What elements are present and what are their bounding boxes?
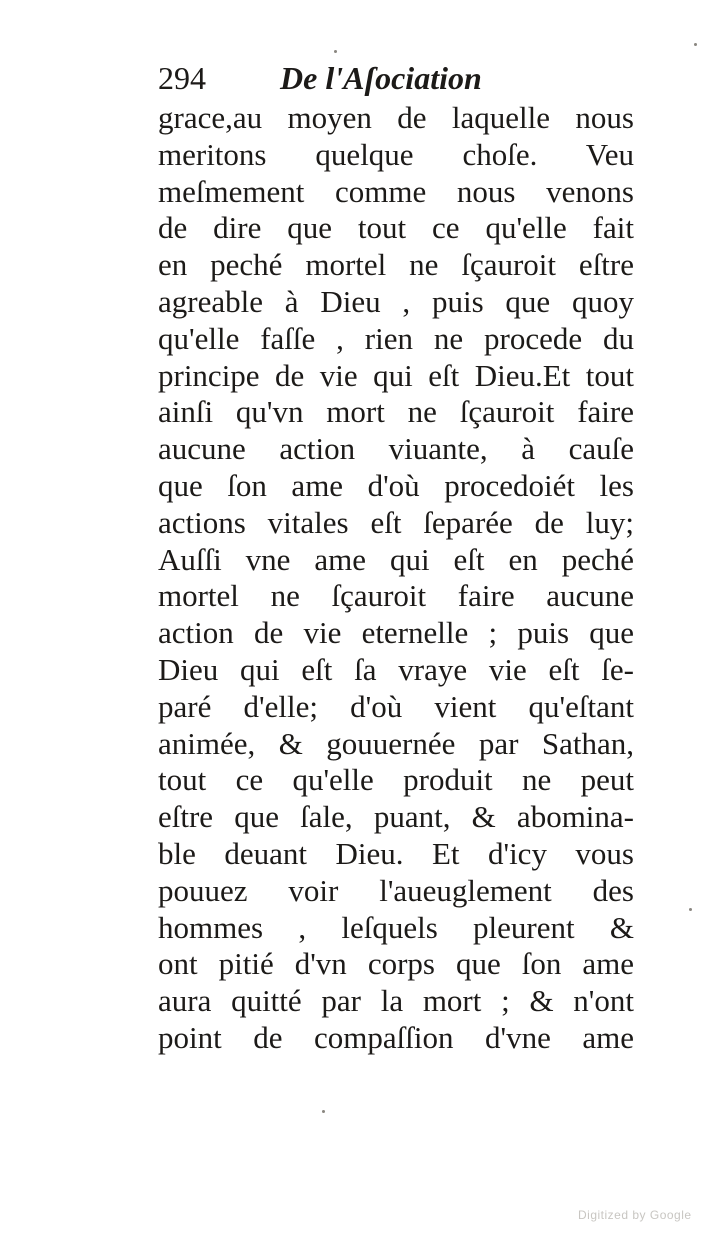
text-line: eſtre que ſale, puant, & abomina- [158, 799, 634, 835]
text-line: tout ce qu'elle produit ne peut [158, 762, 634, 798]
text-line: ble deuant Dieu. Et d'icy vous [158, 835, 634, 871]
scan-speck [694, 43, 697, 46]
text-line: actions vitales eſt ſeparée de luy; [158, 504, 634, 540]
text-line: qu'elle faſſe , rien ne procede du [158, 320, 634, 356]
text-line: principe de vie qui eſt Dieu.Et tout [158, 357, 634, 393]
text-line: agreable à Dieu , puis que quoy [158, 283, 634, 319]
page-header [158, 56, 638, 100]
text-line: grace,au moyen de laquelle nous [158, 100, 634, 135]
text-line: aura quitté par la mort ; & n'ont [158, 983, 634, 1019]
text-line: action de vie eternelle ; puis que [158, 615, 634, 651]
page-number: 294 [158, 60, 206, 96]
digitization-watermark: Digitized by Google [578, 1208, 692, 1222]
text-line: ainſi qu'vn mort ne ſçauroit faire [158, 394, 634, 430]
scan-speck [689, 908, 692, 911]
text-line: en peché mortel ne ſçauroit eſtre [158, 247, 634, 283]
text-line: meritons quelque choſe. Veu [158, 136, 634, 172]
text-line: de dire que tout ce qu'elle fait [158, 210, 634, 246]
scan-speck [322, 1110, 325, 1113]
text-line: hommes , leſquels pleurent & [158, 909, 634, 945]
text-line: meſmement comme nous venons [158, 173, 634, 209]
text-line: mortel ne ſçauroit faire aucune [158, 578, 634, 614]
text-line: aucune action viuante, à cauſe [158, 431, 634, 467]
text-line: animée, & gouuernée par Sathan, [158, 725, 634, 761]
running-title: De l'Aſociation [280, 60, 482, 96]
text-line: pouuez voir l'aueuglement des [158, 872, 634, 908]
body-text [158, 100, 634, 1057]
text-line: paré d'elle; d'où vient qu'eſtant [158, 688, 634, 724]
text-line: ont pitié d'vn corps que ſon ame [158, 946, 634, 982]
text-line: Dieu qui eſt ſa vraye vie eſt ſe- [158, 651, 634, 687]
text-line: point de compaſſion d'vne ame [158, 1019, 634, 1055]
text-line: Auſſi vne ame qui eſt en peché [158, 541, 634, 577]
scan-speck [334, 50, 337, 53]
text-line: que ſon ame d'où procedoiét les [158, 467, 634, 503]
